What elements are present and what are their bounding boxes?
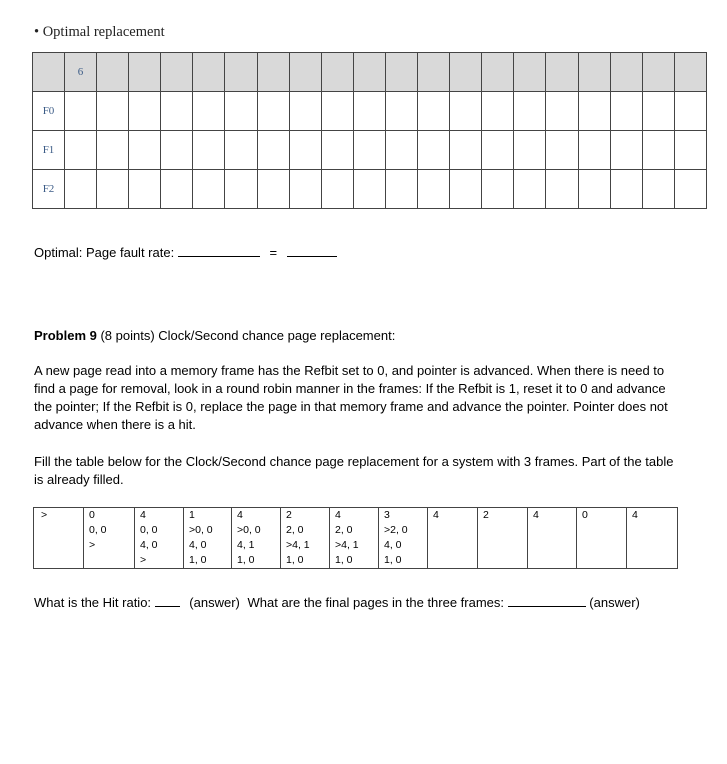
frame-cell[interactable] — [289, 131, 321, 170]
frame-cell[interactable] — [674, 170, 706, 209]
frame-label: F1 — [33, 131, 65, 170]
frame-cell[interactable] — [514, 170, 546, 209]
frame-cell[interactable] — [546, 170, 578, 209]
frame-cell[interactable] — [450, 170, 482, 209]
clock-frame-cell[interactable] — [478, 523, 528, 538]
frame-cell[interactable] — [225, 131, 257, 170]
frame-cell[interactable] — [289, 92, 321, 131]
final-pages-label: What are the final pages in the three frames: — [247, 595, 505, 610]
frame-cell[interactable] — [482, 170, 514, 209]
clock-reference-cell: 4 — [135, 508, 184, 524]
reference-page-cell[interactable] — [578, 53, 610, 92]
frame-cell[interactable] — [418, 170, 450, 209]
clock-frame-cell[interactable] — [84, 553, 135, 569]
clock-frame-cell[interactable] — [627, 538, 678, 553]
problem9-description: A new page read into a memory frame has the Refbit set to 0, and pointer is advanced. When there is need to find a page for removal, look in a round robin manner in the frames: If the Refbit is 1, reset it to 0 and advance the pointer; If the Refbit is 0, replace the page in that memory frame and advance the pointer. Pointer does not advance when there is a hit. — [34, 363, 668, 432]
frame-cell[interactable] — [321, 170, 353, 209]
frame-cell[interactable] — [97, 92, 129, 131]
frame-cell[interactable] — [385, 131, 417, 170]
clock-frame-cell[interactable] — [577, 538, 627, 553]
reference-page-cell[interactable] — [193, 53, 225, 92]
frame-cell[interactable] — [450, 131, 482, 170]
frame-cell[interactable] — [418, 92, 450, 131]
clock-reference-cell: 2 — [478, 508, 528, 524]
frame-cell[interactable] — [193, 92, 225, 131]
frame-cell[interactable] — [482, 131, 514, 170]
clock-frame-cell: 4, 0 — [135, 538, 184, 553]
clock-reference-cell: 4 — [330, 508, 379, 524]
reference-page-cell[interactable] — [674, 53, 706, 92]
frame-label: F2 — [33, 170, 65, 209]
frame-cell[interactable] — [257, 92, 289, 131]
clock-frame-cell: >0, 0 — [184, 523, 232, 538]
reference-page-cell[interactable] — [642, 53, 674, 92]
frame-cell[interactable] — [353, 170, 385, 209]
clock-reference-cell: 1 — [184, 508, 232, 524]
frame-cell[interactable] — [610, 92, 642, 131]
frame-cell[interactable] — [321, 92, 353, 131]
clock-reference-cell: 2 — [281, 508, 330, 524]
clock-frame-cell: >2, 0 — [379, 523, 428, 538]
frame-cell[interactable] — [129, 131, 161, 170]
clock-frame-row — [34, 538, 678, 553]
reference-page-cell[interactable]: 6 — [65, 53, 97, 92]
frame-cell[interactable] — [674, 92, 706, 131]
reference-page-cell[interactable] — [257, 53, 289, 92]
pointer-cell: > — [34, 508, 84, 524]
frame-cell[interactable] — [129, 170, 161, 209]
clock-frame-cell: >0, 0 — [232, 523, 281, 538]
answer-label-2: (answer) — [589, 595, 640, 610]
optimal-heading: • Optimal replacement — [34, 24, 165, 40]
clock-replacement-table — [33, 507, 678, 569]
clock-reference-cell: 0 — [577, 508, 627, 524]
reference-page-cell[interactable] — [450, 53, 482, 92]
frame-cell[interactable] — [578, 170, 610, 209]
frame-cell[interactable] — [225, 170, 257, 209]
clock-frame-cell: 1, 0 — [184, 553, 232, 569]
clock-frame-cell: 4, 0 — [379, 538, 428, 553]
reference-page-cell[interactable] — [385, 53, 417, 92]
clock-frame-cell[interactable] — [478, 538, 528, 553]
reference-page-cell[interactable] — [321, 53, 353, 92]
clock-reference-cell: 4 — [232, 508, 281, 524]
reference-page-cell[interactable] — [289, 53, 321, 92]
reference-page-cell[interactable] — [129, 53, 161, 92]
clock-frame-cell[interactable] — [577, 553, 627, 569]
frame-cell[interactable] — [353, 131, 385, 170]
hit-ratio-label: What is the Hit ratio: — [34, 595, 152, 610]
frame-cell[interactable] — [353, 92, 385, 131]
frame-cell[interactable] — [642, 92, 674, 131]
fault-rate-label: Optimal: Page fault rate: — [34, 245, 175, 260]
reference-page-cell[interactable] — [418, 53, 450, 92]
frame-cell[interactable] — [578, 131, 610, 170]
clock-frame-cell — [34, 523, 84, 538]
clock-reference-cell: 0 — [84, 508, 135, 524]
reference-page-cell[interactable] — [546, 53, 578, 92]
clock-frame-cell: 2, 0 — [330, 523, 379, 538]
optimal-replacement-table — [32, 52, 707, 209]
problem9-label: Problem 9 — [34, 328, 97, 343]
clock-frame-cell[interactable] — [627, 553, 678, 569]
clock-frame-cell — [34, 538, 84, 553]
clock-reference-cell: 3 — [379, 508, 428, 524]
clock-frame-cell[interactable] — [428, 553, 478, 569]
frame-cell[interactable] — [578, 92, 610, 131]
clock-frame-cell[interactable] — [528, 538, 577, 553]
clock-frame-cell: 4, 1 — [232, 538, 281, 553]
final-pages-blank[interactable] — [508, 594, 586, 607]
equals-sign: = — [269, 245, 278, 260]
frame-label: F0 — [33, 92, 65, 131]
clock-frame-cell: >4, 1 — [330, 538, 379, 553]
frame-cell[interactable] — [257, 170, 289, 209]
frame-cell[interactable] — [161, 92, 193, 131]
clock-reference-cell: 4 — [528, 508, 577, 524]
reference-string-row — [33, 53, 707, 92]
problem9-subtitle: (8 points) Clock/Second chance page replacement: — [96, 328, 396, 343]
reference-page-cell[interactable] — [97, 53, 129, 92]
frame-cell[interactable] — [129, 92, 161, 131]
frame-cell[interactable] — [385, 170, 417, 209]
frame-cell[interactable] — [546, 92, 578, 131]
frame-cell[interactable] — [642, 131, 674, 170]
reference-page-cell[interactable] — [225, 53, 257, 92]
frame-cell[interactable] — [610, 170, 642, 209]
reference-page-cell[interactable] — [161, 53, 193, 92]
frame-cell[interactable] — [418, 131, 450, 170]
clock-frame-cell[interactable] — [528, 523, 577, 538]
reference-page-cell[interactable] — [353, 53, 385, 92]
frame-cell[interactable] — [65, 92, 97, 131]
problem9-questions — [34, 594, 640, 610]
frame-cell[interactable] — [225, 92, 257, 131]
frame-cell[interactable] — [193, 170, 225, 209]
clock-frame-cell: 1, 0 — [330, 553, 379, 569]
clock-frame-cell: 4, 0 — [184, 538, 232, 553]
clock-frame-cell[interactable] — [627, 523, 678, 538]
corner-cell — [33, 53, 65, 92]
clock-reference-cell: 4 — [627, 508, 678, 524]
frame-cell[interactable] — [546, 131, 578, 170]
frame-cell[interactable] — [610, 131, 642, 170]
frame-row-f1 — [33, 131, 707, 170]
clock-frame-cell: 0, 0 — [135, 523, 184, 538]
fault-count-blank[interactable] — [178, 244, 260, 257]
clock-frame-cell[interactable] — [528, 553, 577, 569]
clock-frame-row — [34, 553, 678, 569]
frame-cell[interactable] — [97, 131, 129, 170]
problem9-title — [34, 328, 395, 343]
clock-frame-cell[interactable] — [577, 523, 627, 538]
clock-frame-row — [34, 523, 678, 538]
clock-frame-cell[interactable] — [428, 523, 478, 538]
frame-cell[interactable] — [161, 131, 193, 170]
hit-ratio-blank[interactable] — [155, 594, 180, 607]
frame-cell[interactable] — [289, 170, 321, 209]
clock-frame-cell: > — [84, 538, 135, 553]
clock-frame-cell: 1, 0 — [281, 553, 330, 569]
frame-cell[interactable] — [161, 170, 193, 209]
reference-page-cell[interactable] — [514, 53, 546, 92]
reference-page-cell[interactable] — [610, 53, 642, 92]
frame-cell[interactable] — [514, 131, 546, 170]
clock-frame-cell: 1, 0 — [379, 553, 428, 569]
clock-frame-cell — [34, 553, 84, 569]
clock-frame-cell: > — [135, 553, 184, 569]
frame-cell[interactable] — [65, 170, 97, 209]
frame-cell[interactable] — [65, 131, 97, 170]
frame-cell[interactable] — [193, 131, 225, 170]
fault-rate-blank[interactable] — [287, 244, 337, 257]
frame-row-f0 — [33, 92, 707, 131]
optimal-fault-rate — [34, 244, 337, 260]
frame-cell[interactable] — [97, 170, 129, 209]
clock-frame-cell[interactable] — [478, 553, 528, 569]
clock-frame-cell[interactable] — [428, 538, 478, 553]
frame-cell[interactable] — [674, 131, 706, 170]
clock-frame-cell: 0, 0 — [84, 523, 135, 538]
frame-cell[interactable] — [257, 131, 289, 170]
clock-reference-row — [34, 508, 678, 524]
clock-frame-cell: >4, 1 — [281, 538, 330, 553]
frame-cell[interactable] — [514, 92, 546, 131]
clock-frame-cell: 2, 0 — [281, 523, 330, 538]
frame-cell[interactable] — [482, 92, 514, 131]
frame-cell[interactable] — [321, 131, 353, 170]
problem9-instruction: Fill the table below for the Clock/Second chance page replacement for a system with 3 frames. Part of the table is already filled. — [34, 454, 674, 487]
answer-label-1: (answer) — [189, 595, 240, 610]
frame-row-f2 — [33, 170, 707, 209]
clock-reference-cell: 4 — [428, 508, 478, 524]
frame-cell[interactable] — [642, 170, 674, 209]
reference-page-cell[interactable] — [482, 53, 514, 92]
frame-cell[interactable] — [450, 92, 482, 131]
clock-frame-cell: 1, 0 — [232, 553, 281, 569]
frame-cell[interactable] — [385, 92, 417, 131]
